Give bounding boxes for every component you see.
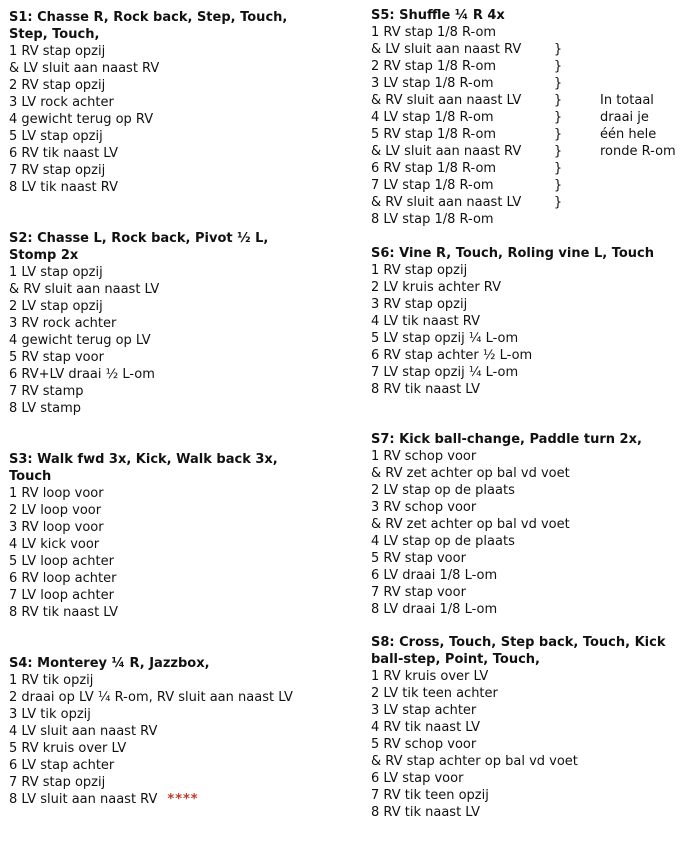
section-title: S8: Cross, Touch, Step back, Touch, Kick ball-step, Point, Touch, [371,635,666,667]
step-line: 6 LV draai 1/8 L-om [371,568,498,583]
step-line: 2 LV kruis achter RV [371,280,502,295]
brace-mark: } [553,59,563,74]
step-line: 1 RV kruis over LV [371,669,489,684]
step-line: 2 RV stap opzij [9,78,106,93]
step-line: 7 LV stap 1/8 R-om [371,178,494,193]
turn-note-line: één hele [600,127,657,142]
step-line: 6 RV+LV draai ½ L-om [9,367,155,382]
step-line: 2 LV stap opzij [9,299,103,314]
step-line: 8 LV draai 1/8 L-om [371,602,498,617]
step-line: 1 LV stap opzij [9,265,103,280]
step-line: 8 LV stap 1/8 R-om [371,212,494,227]
step-line: 5 RV stap 1/8 R-om [371,127,497,142]
step-line: 1 RV stap opzij [371,263,468,278]
section-s4 [9,655,339,808]
step-line: 4 gewicht terug op RV [9,112,154,127]
step-line: 1 RV stap 1/8 R-om [371,25,497,40]
section-title: S4: Monterey ¼ R, Jazzbox, [9,656,210,671]
step-line: 3 RV stap opzij [371,297,468,312]
section-title: S6: Vine R, Touch, Roling vine L, Touch [371,246,654,261]
step-line: 6 RV loop achter [9,571,117,586]
turn-note-line: ronde R-om [600,144,676,159]
step-line: 1 RV loop voor [9,486,104,501]
marker-stars: **** [167,792,199,807]
brace-mark: } [553,178,563,193]
step-line: 4 LV stap 1/8 R-om [371,110,494,125]
step-line: 6 RV tik naast LV [9,146,119,161]
step-line: 7 LV stap opzij ¼ L-om [371,365,519,380]
brace-mark: } [553,76,563,91]
step-line: 4 LV tik naast RV [371,314,481,329]
brace-mark: } [553,110,563,125]
step-line: & LV sluit aan naast RV [9,61,160,76]
step-line: 4 LV sluit aan naast RV [9,724,158,739]
step-line: 1 RV tik opzij [9,673,94,688]
step-line: 5 RV schop voor [371,737,477,752]
step-line: 7 LV loop achter [9,588,114,603]
step-line: 8 LV stamp [9,401,81,416]
step-line: 8 LV tik naast RV [9,180,119,195]
section-title: S2: Chasse L, Rock back, Pivot ½ L, Stomp 2x [9,231,269,263]
step-line: 3 RV rock achter [9,316,117,331]
step-line: 2 RV stap 1/8 R-om [371,59,497,74]
section-s8 [371,634,681,821]
step-line: 8 RV tik naast LV [371,382,481,397]
turn-note-line: In totaal [600,93,654,108]
step-line: 4 LV kick voor [9,537,100,552]
brace-mark: } [553,42,563,57]
section-title: S1: Chasse R, Rock back, Step, Touch, Step, Touch, [9,10,288,42]
step-line: & LV sluit aan naast RV [371,42,522,57]
step-line: 4 RV tik naast LV [371,720,481,735]
step-line: & RV sluit aan naast LV [371,93,522,108]
step-line: 6 RV stap 1/8 R-om [371,161,497,176]
brace-mark: } [553,161,563,176]
step-line: 4 gewicht terug op LV [9,333,151,348]
section-s6 [371,245,681,398]
step-line: & RV sluit aan naast LV [371,195,522,210]
step-line: 1 RV schop voor [371,449,477,464]
step-line: 4 LV stap op de plaats [371,534,515,549]
step-line: & RV sluit aan naast LV [9,282,160,297]
step-line: 7 RV tik teen opzij [371,788,489,803]
step-line: & RV stap achter op bal vd voet [371,754,578,769]
step-line: 3 LV tik opzij [9,707,91,722]
section-title: S3: Walk fwd 3x, Kick, Walk back 3x, Touch [9,452,278,484]
step-line: 5 RV kruis over LV [9,741,127,756]
section-title: S5: Shuffle ¼ R 4x [371,8,505,23]
step-line: 5 RV stap voor [9,350,104,365]
step-line: 7 RV stap opzij [9,163,106,178]
step-line: 3 LV rock achter [9,95,114,110]
section-s7 [371,431,681,618]
brace-mark: } [553,93,563,108]
step-line [9,791,339,808]
step-line: 2 LV loop voor [9,503,102,518]
step-line: 1 RV stap opzij [9,44,106,59]
brace-mark: } [553,144,563,159]
step-text: 8 LV sluit aan naast RV [9,792,158,807]
step-line: 8 RV tik naast LV [371,805,481,820]
step-line: 6 LV stap voor [371,771,464,786]
step-line: 7 RV stap opzij [9,775,106,790]
section-s1 [9,9,309,196]
brace-mark: } [553,127,563,142]
step-line: 5 LV stap opzij [9,129,103,144]
step-line: 5 LV loop achter [9,554,114,569]
section-s3 [9,451,309,621]
step-line: 5 RV stap voor [371,551,466,566]
step-line: 3 LV stap 1/8 R-om [371,76,494,91]
step-line: & RV zet achter op bal vd voet [371,517,570,532]
step-line: 7 RV stap voor [371,585,466,600]
step-line: & RV zet achter op bal vd voet [371,466,570,481]
step-line: 3 RV schop voor [371,500,477,515]
step-line: 3 RV loop voor [9,520,104,535]
step-line: 2 LV stap op de plaats [371,483,515,498]
step-line: 2 LV tik teen achter [371,686,498,701]
brace-mark: } [553,195,563,210]
step-line: 7 RV stamp [9,384,84,399]
step-line: 3 LV stap achter [371,703,477,718]
section-title: S7: Kick ball-change, Paddle turn 2x, [371,432,642,447]
step-line: 6 RV stap achter ½ L-om [371,348,533,363]
step-line: 5 LV stap opzij ¼ L-om [371,331,519,346]
section-s2 [9,230,309,417]
step-line: 6 LV stap achter [9,758,115,773]
step-line: 8 RV tik naast LV [9,605,119,620]
step-line: & LV sluit aan naast RV [371,144,522,159]
turn-note-line: draai je [600,110,649,125]
step-line: 2 draai op LV ¼ R-om, RV sluit aan naast LV [9,690,293,705]
